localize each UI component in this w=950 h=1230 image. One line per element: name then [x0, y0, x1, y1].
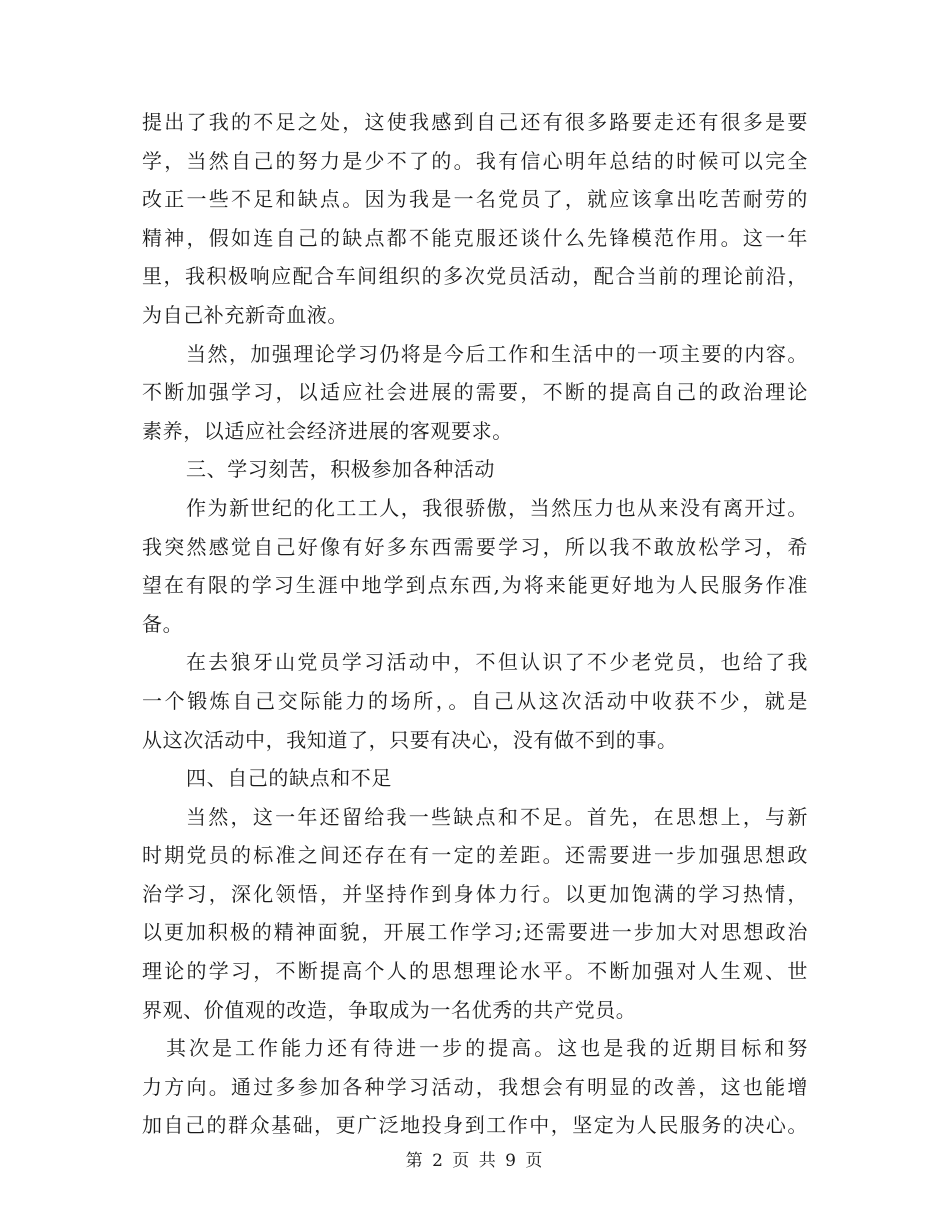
document-body — [142, 103, 808, 1145]
text-line: 当然，加强理论学习仍将是今后工作和生活中的一项主要的内容。 — [186, 341, 808, 366]
text-line: 备。 — [142, 611, 184, 636]
text-line: 学，当然自己的努力是少不了的。我有信心明年总结的时候可以完全 — [142, 148, 808, 173]
text-line: 改正一些不足和缺点。因为我是一名党员了，就应该拿出吃苦耐劳的 — [142, 187, 808, 212]
text-line: 在去狼牙山党员学习活动中，不但认识了不少老党员，也给了我 — [186, 650, 808, 675]
text-line: 力方向。通过多参加各种学习活动，我想会有明显的改善，这也能增 — [142, 1074, 808, 1099]
text-line: 提出了我的不足之处，这使我感到自己还有很多路要走还有很多是要 — [142, 110, 808, 134]
text-line: 不断加强学习，以适应社会进展的需要，不断的提高自己的政治理论 — [142, 380, 808, 405]
section-heading: 三、学习刻苦，积极参加各种活动 — [186, 457, 495, 482]
text-line: 望在有限的学习生涯中地学到点东西,为将来能更好地为人民服务作准 — [142, 573, 808, 598]
text-line: 其次是工作能力还有待进一步的提高。这也是我的近期目标和努 — [166, 1036, 808, 1061]
text-line: 为自己补充新奇血液。 — [142, 302, 348, 327]
text-line: 素养，以适应社会经济进展的客观要求。 — [142, 418, 513, 443]
section-heading: 四、自己的缺点和不足 — [186, 766, 392, 791]
text-line: 精神，假如连自己的缺点都不能克服还谈什么先锋模范作用。这一年 — [142, 225, 808, 250]
text-line: 时期党员的标准之间还存在有一定的差距。还需要进一步加强思想政 — [142, 843, 808, 868]
text-line: 从这次活动中，我知道了，只要有决心，没有做不到的事。 — [142, 727, 678, 752]
text-line: 我突然感觉自己好像有好多东西需要学习，所以我不敢放松学习，希 — [142, 534, 808, 559]
page-footer: 第 2 页 共 9 页 — [405, 1151, 545, 1171]
text-line: 以更加积极的精神面貌，开展工作学习;还需要进一步加大对思想政治 — [142, 920, 808, 945]
text-line: 治学习，深化领悟，并坚持作到身体力行。以更加饱满的学习热情， — [142, 881, 808, 906]
text-line: 界观、价值观的改造，争取成为一名优秀的共产党员。 — [142, 997, 637, 1022]
text-line: 作为新世纪的化工工人，我很骄傲，当然压力也从来没有离开过。 — [186, 495, 808, 520]
text-line: 一个锻炼自己交际能力的场所，。自己从这次活动中收获不少，就是 — [142, 688, 808, 713]
text-line: 里，我积极响应配合车间组织的多次党员活动，配合当前的理论前沿， — [142, 264, 808, 289]
text-line: 理论的学习，不断提高个人的思想理论水平。不断加强对人生观、世 — [142, 959, 808, 984]
text-line: 加自己的群众基础，更广泛地投身到工作中，坚定为人民服务的决心。 — [142, 1113, 808, 1138]
text-line: 当然，这一年还留给我一些缺点和不足。首先，在思想上，与新 — [186, 804, 808, 829]
